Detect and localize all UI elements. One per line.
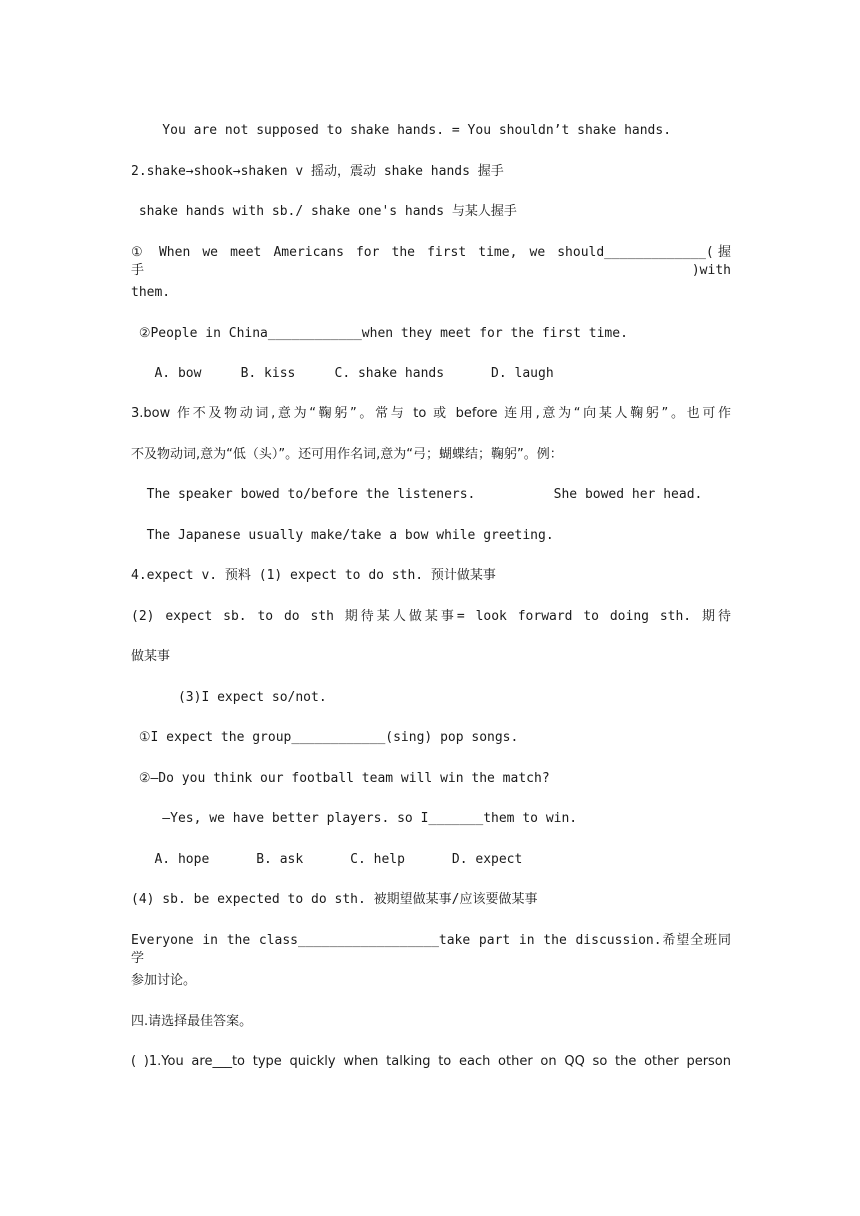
bow-example-1: The speaker bowed to/before the listeners. She bowed her head. [131, 487, 703, 502]
expect-usage-2-cont: 做某事 [131, 649, 171, 664]
shake-hands-usage: shake hands with sb./ shake one's hands 与某人握手 [131, 204, 517, 219]
options-bow-kiss: A. bow B. kiss C. shake hands D. laugh [131, 366, 554, 381]
item-4-expect-heading: 4.expect v. 预料 (1) expect to do sth. 预计做某事 [131, 568, 496, 583]
expect-usage-2: (2) expect sb. to do sth 期待某人做某事= look forward to doing sth. 期待 [131, 609, 731, 624]
exercise-everyone-class: Everyone in the class__________________take part in the discussion.希望全班同学 [131, 933, 731, 966]
expect-usage-4: (4) sb. be expected to do sth. 被期望做某事/应该要做某事 [131, 892, 538, 907]
item-3-bow-cont: 不及物动词,意为“低（头）”。还可用作名词,意为“弓；蝴蝶结；鞠躬”。例： [131, 447, 563, 462]
exercise-expect-2-question: ②—Do you think our football team will win the match? [131, 771, 550, 786]
exercise-everyone-class-cont: 参加讨论。 [131, 973, 197, 988]
exercise-1-shake-cont: them. [131, 285, 171, 300]
bow-example-2: The Japanese usually make/take a bow while greeting. [131, 528, 554, 543]
options-hope-ask: A. hope B. ask C. help D. expect [131, 852, 523, 867]
item-3-bow-heading: 3.bow 作不及物动词,意为“鞠躬”。常与 to 或 before 连用,意为“向某人鞠躬”。也可作 [131, 406, 731, 421]
question-1-type-quickly: ( )1.You are___to type quickly when talking to each other on QQ so the other person [131, 1054, 731, 1069]
expect-usage-3: (3)I expect so/not. [131, 690, 327, 705]
exercise-2-china: ②People in China____________when they meet for the first time. [131, 326, 628, 341]
example-not-supposed: You are not supposed to shake hands. = You shouldn’t shake hands. [131, 123, 672, 138]
exercise-expect-1: ①I expect the group____________(sing) pop songs. [131, 730, 519, 745]
section-4-heading: 四.请选择最佳答案。 [131, 1014, 253, 1029]
item-2-shake-heading: 2.shake→shook→shaken v 摇动，震动 shake hands 握手 [131, 164, 504, 179]
exercise-1-shake: ① When we meet Americans for the first time, we should_____________(握手)with [131, 245, 731, 278]
exercise-expect-2-answer: —Yes, we have better players. so I_______them to win. [131, 811, 578, 826]
